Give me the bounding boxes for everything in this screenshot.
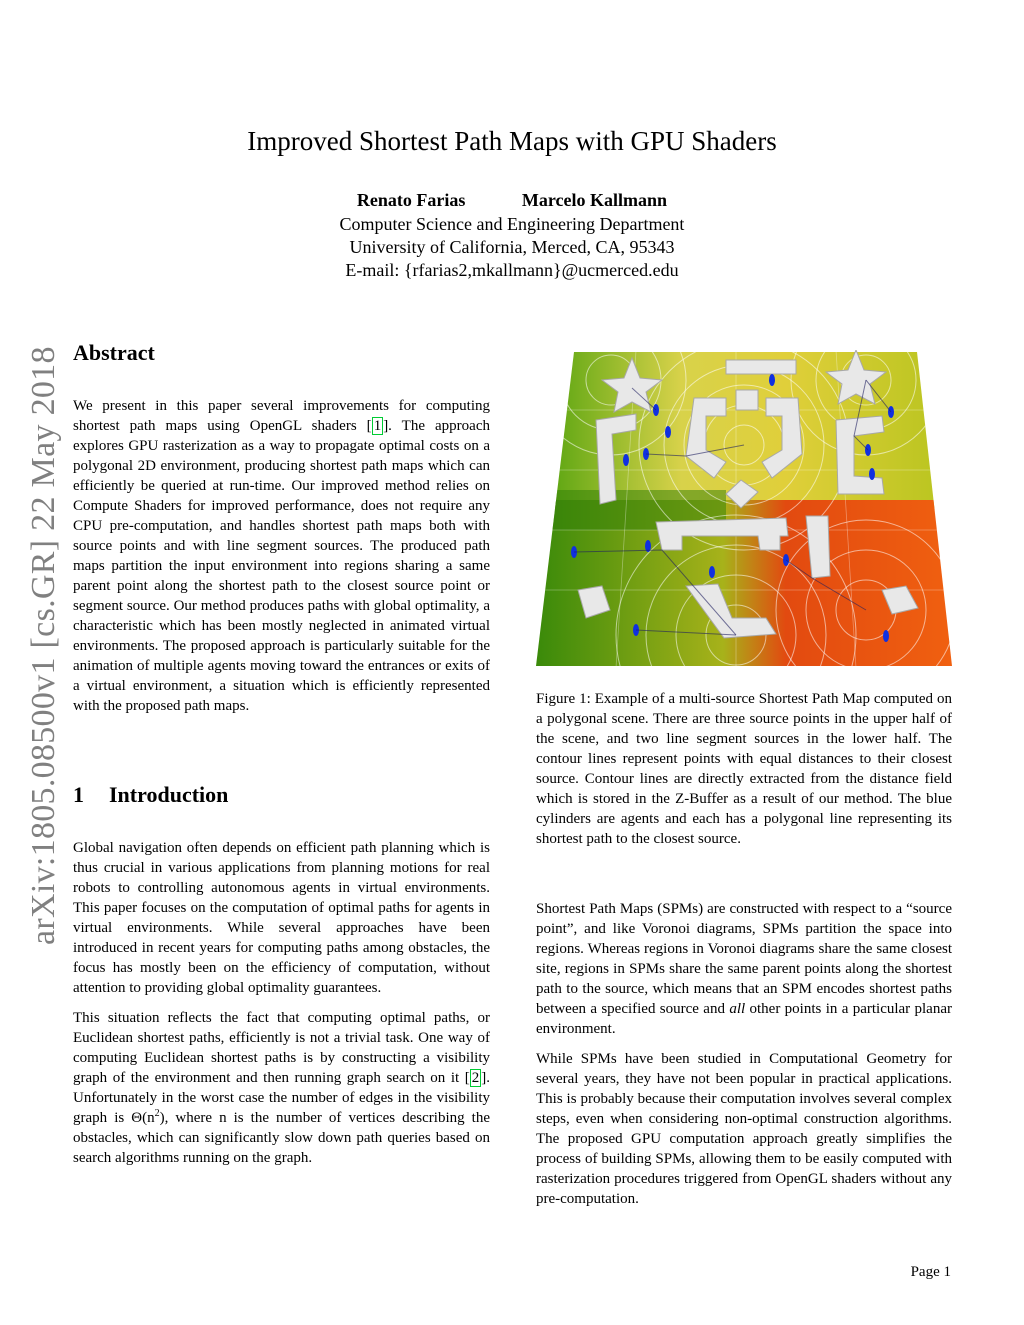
- agent-cylinder: [665, 426, 671, 438]
- agent-cylinder: [869, 468, 875, 480]
- paragraph-text: Shortest Path Maps (SPMs) are constructed with respect to a “source point”, and like Voronoi diagrams, SPMs partition the space into regions. Whereas regions in Voronoi diagrams share the same closest site, regions in SPMs share the same parent points along the shortest path to the source, which means that an SPM encodes shortest paths between a specified source and: [536, 901, 952, 1017]
- page-number: Page 1: [910, 1264, 951, 1280]
- introduction-body: [73, 838, 490, 1168]
- wall-obstacle: [726, 360, 796, 374]
- paragraph-text: ]. Unfortunately in the worst case the number of edges in the visibility graph is Θ(n: [73, 1070, 490, 1126]
- paragraph-text: ), where n is the number of vertices describing the obstacles, which can significantly slow down path queries based on search algorithms running on the graph.: [73, 1110, 490, 1166]
- agent-cylinder: [623, 454, 629, 466]
- arxiv-identifier: arXiv:1805.08500v1 [cs.GR] 22 May 2018: [25, 346, 62, 945]
- affiliation-email: E-mail: {rfarias2,mkallmann}@ucmerced.edu: [345, 260, 679, 280]
- agent-cylinder: [769, 374, 775, 386]
- superscript: 2: [154, 1108, 160, 1119]
- right-column-body: [536, 899, 952, 1219]
- affiliation-university: University of California, Merced, CA, 95343: [349, 237, 675, 257]
- abstract-heading: Abstract: [73, 340, 155, 365]
- section-title: Introduction: [109, 782, 229, 807]
- author-name: Marcelo Kallmann: [521, 190, 668, 210]
- abstract-body: [73, 396, 490, 716]
- paragraph: [73, 1008, 490, 1168]
- paragraph-text: This situation reflects the fact that computing optimal paths, or Euclidean shortest paths, efficiently is not a trivial task. One way of computing Euclidean shortest paths is by constructing a visibility graph of the environment and then running graph search on it [: [73, 1010, 490, 1086]
- section-number: 1: [73, 782, 84, 807]
- abstract-text: We present in this paper several improvements for computing shortest path maps using OpenGL shaders [: [73, 398, 490, 434]
- author-name: Renato Farias: [356, 190, 466, 210]
- author-list: [0, 190, 1024, 211]
- paper-title: Improved Shortest Path Maps with GPU Shaders: [247, 126, 777, 156]
- abstract-section: [73, 340, 490, 726]
- abstract-text: ]. The approach explores GPU rasterization as a way to propagate optimal costs on a polygonal 2D environment, producing shortest path maps which can efficiently be queried at run-time. Our improved method relies on Compute Shaders for improved performance, does not require any CPU pre-computation, and handles shortest path maps both with source points and with line segment sources. The produced path maps partition the input environment into regions sharing a same parent point along the shortest path to the closest source point or segment source. Our method produces paths with global optimality, a characteristic which has been mostly neglected in animated virtual environments. The proposed approach is particularly suitable for the animation of multiple agents moving toward the entrances or exits of a virtual environment, a situation which is efficiently represented with the proposed path maps.: [73, 418, 490, 714]
- citation-link[interactable]: 2: [471, 1070, 480, 1086]
- introduction-section: [73, 782, 490, 1178]
- paragraph-text: other points in a particular planar environment.: [536, 1001, 952, 1037]
- paragraph: Global navigation often depends on efficient path planning which is thus crucial in various applications from planning motions for real robots to controlling autonomous agents in virtual environments. This paper focuses on the computation of optimal paths for agents in virtual environments. While several approaches have been introduced in recent years for computing paths among obstacles, the focus has mostly been on the efficiency of computation, without attention to providing global optimality guarantees.: [73, 840, 490, 996]
- section-heading: [73, 782, 490, 808]
- paragraph: While SPMs have been studied in Computational Geometry for several years, they have not been popular in practical applications. This is probably because their computation involves several complex steps, even when considering non-optimal construction algorithms. The proposed GPU computation approach greatly simplifies the process of building SPMs, allowing them to be easily computed with rasterization procedures triggered from OpenGL shaders without any pre-computation.: [536, 1051, 952, 1207]
- citation-link[interactable]: 1: [373, 418, 382, 434]
- agent-cylinder: [883, 630, 889, 642]
- figure-caption: Figure 1: Example of a multi-source Shortest Path Map computed on a polygonal scene. There are three source points in the upper half of the scene, and two line segment sources in the lower half. The contour lines represent points with equal distances to their closest source. Contour lines are directly extracted from the distance field which is stored in the Z-Buffer as a result of our method. The blue cylinders are agents and each has a polygonal line representing its shortest path to the closest source.: [536, 691, 952, 847]
- spm-figure: [536, 350, 952, 668]
- wall-obstacle: [736, 390, 758, 410]
- emphasis: all: [729, 1001, 746, 1017]
- agent-cylinder: [709, 566, 715, 578]
- affiliation-department: Computer Science and Engineering Department: [339, 214, 685, 234]
- paragraph: [536, 899, 952, 1039]
